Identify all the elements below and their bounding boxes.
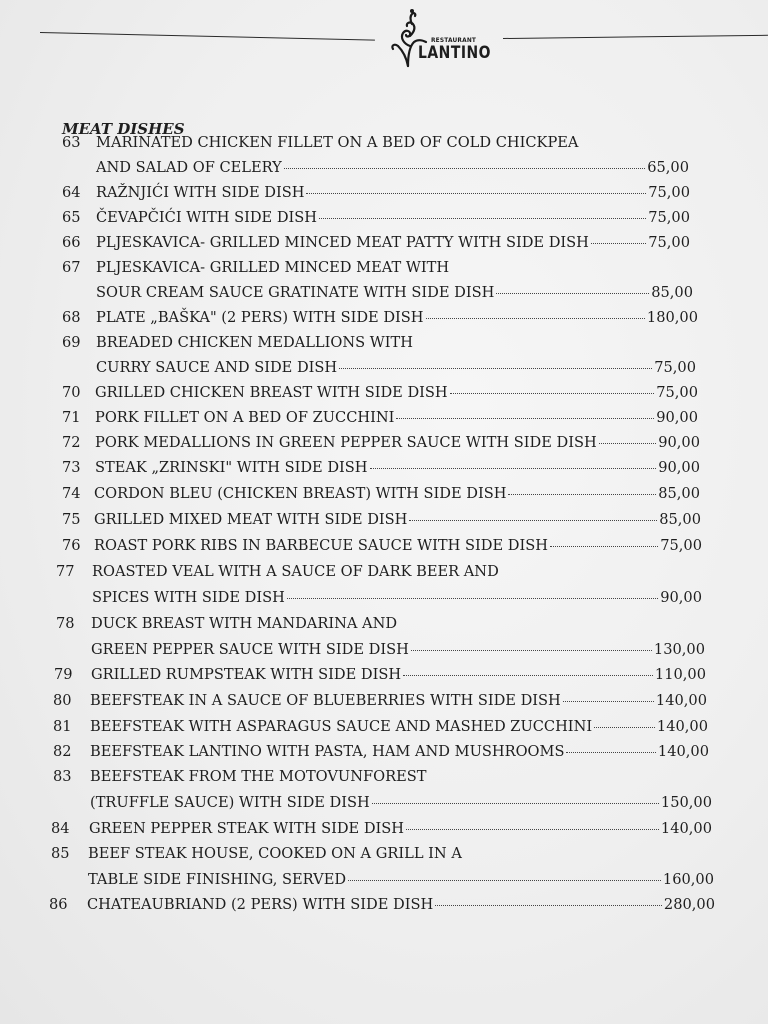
item-price: 85,00 — [658, 485, 700, 502]
item-price: 280,00 — [663, 896, 715, 913]
item-number: 63 — [62, 134, 81, 151]
menu-item-line — [0, 257, 768, 279]
item-name: PLJESKAVICA- GRILLED MINCED MEAT WITH — [96, 259, 450, 276]
item-number: 76 — [62, 537, 81, 554]
menu-item-line — [0, 157, 768, 179]
item-number: 75 — [62, 511, 81, 528]
dot-leader — [411, 650, 652, 651]
item-number: 81 — [53, 718, 72, 735]
item-number: 79 — [54, 666, 73, 683]
item-price: 75,00 — [648, 184, 690, 201]
dot-leader — [409, 520, 657, 521]
logo-restaurant-label: RESTAURANT — [431, 36, 477, 44]
item-price: 160,00 — [662, 871, 714, 888]
dot-leader — [599, 443, 657, 444]
menu-item-line — [0, 132, 768, 154]
item-number: 68 — [62, 309, 81, 326]
menu-item-line — [0, 639, 768, 661]
dot-leader — [306, 193, 646, 194]
item-name: ČEVAPČIĆI WITH SIDE DISH — [96, 209, 318, 226]
menu-item-line — [0, 382, 768, 404]
dot-leader — [372, 803, 659, 804]
dot-leader — [426, 318, 645, 319]
item-price: 140,00 — [655, 692, 707, 709]
item-price: 110,00 — [654, 666, 706, 683]
menu-item-line — [0, 432, 768, 454]
menu-item-line — [0, 332, 768, 354]
item-number: 86 — [49, 896, 68, 913]
item-number: 67 — [62, 259, 81, 276]
item-number: 72 — [62, 434, 81, 451]
dot-leader — [339, 368, 652, 369]
item-name: AND SALAD OF CELERY — [96, 159, 282, 176]
item-name: CURRY SAUCE AND SIDE DISH — [96, 359, 338, 376]
menu-item-line — [0, 509, 768, 531]
item-price: 75,00 — [660, 537, 702, 554]
item-number: 74 — [62, 485, 81, 502]
restaurant-logo — [388, 6, 498, 68]
item-price: 75,00 — [648, 234, 690, 251]
menu-item-line — [0, 894, 768, 916]
item-price: 90,00 — [656, 409, 698, 426]
dot-leader — [563, 701, 654, 702]
menu-item-line — [0, 483, 768, 505]
menu-item-line — [0, 843, 768, 865]
menu-item-line — [0, 869, 768, 891]
menu-header — [0, 0, 768, 80]
item-price: 140,00 — [660, 820, 712, 837]
item-name: BEEFSTEAK FROM THE MOTOVUNFOREST — [90, 768, 427, 785]
item-name: GRILLED RUMPSTEAK WITH SIDE DISH — [91, 666, 402, 683]
item-price: 85,00 — [659, 511, 701, 528]
menu-item-line — [0, 690, 768, 712]
item-name: BEEF STEAK HOUSE, COOKED ON A GRILL IN A — [88, 845, 462, 862]
menu-item-line — [0, 587, 768, 609]
item-name: BEEFSTEAK LANTINO WITH PASTA, HAM AND MUSHROOMS — [90, 743, 565, 760]
item-number: 64 — [62, 184, 81, 201]
dot-leader — [403, 675, 653, 676]
dot-leader — [319, 218, 646, 219]
dot-leader — [594, 727, 655, 728]
dot-leader — [566, 752, 655, 753]
item-price: 65,00 — [647, 159, 689, 176]
item-price: 85,00 — [651, 284, 693, 301]
menu-item-line — [0, 561, 768, 583]
menu-item-line — [0, 457, 768, 479]
dot-leader — [435, 905, 662, 906]
menu-item-line — [0, 357, 768, 379]
item-name: ROAST PORK RIBS IN BARBECUE SAUCE WITH SIDE DISH — [94, 537, 548, 554]
item-price: 140,00 — [657, 743, 709, 760]
item-number: 77 — [56, 563, 75, 580]
item-number: 73 — [62, 459, 81, 476]
item-price: 180,00 — [646, 309, 698, 326]
menu-item-line — [0, 307, 768, 329]
item-number: 65 — [62, 209, 81, 226]
item-name: SOUR CREAM SAUCE GRATINATE WITH SIDE DISH — [96, 284, 495, 301]
item-name: MARINATED CHICKEN FILLET ON A BED OF COLD CHICKPEA — [96, 134, 579, 151]
item-number: 78 — [56, 615, 75, 632]
dot-leader — [591, 243, 646, 244]
item-number: 69 — [62, 334, 81, 351]
menu-item-line — [0, 407, 768, 429]
dot-leader — [406, 829, 659, 830]
header-rule-left — [40, 32, 375, 41]
item-name: CHATEAUBRIAND (2 PERS) WITH SIDE DISH — [87, 896, 434, 913]
item-price: 90,00 — [658, 434, 700, 451]
menu-item-line — [0, 766, 768, 788]
item-name: ROASTED VEAL WITH A SAUCE OF DARK BEER AND — [92, 563, 499, 580]
item-name: RAŽNJIĆI WITH SIDE DISH — [96, 184, 305, 201]
dot-leader — [396, 418, 654, 419]
dot-leader — [450, 393, 655, 394]
item-price: 90,00 — [660, 589, 702, 606]
item-price: 150,00 — [660, 794, 712, 811]
item-name: STEAK „ZRINSKI" WITH SIDE DISH — [95, 459, 368, 476]
item-name: DUCK BREAST WITH MANDARINA AND — [91, 615, 398, 632]
item-number: 85 — [51, 845, 70, 862]
item-name: BEEFSTEAK IN A SAUCE OF BLUEBERRIES WITH SIDE DISH — [90, 692, 561, 709]
item-number: 71 — [62, 409, 81, 426]
dot-leader — [370, 468, 657, 469]
item-name: TABLE SIDE FINISHING, SERVED — [88, 871, 347, 888]
item-name: PORK MEDALLIONS IN GREEN PEPPER SAUCE WITH SIDE DISH — [95, 434, 597, 451]
item-name: PLATE „BAŠKA" (2 PERS) WITH SIDE DISH — [96, 309, 424, 326]
item-price: 140,00 — [656, 718, 708, 735]
item-price: 90,00 — [658, 459, 700, 476]
item-number: 70 — [62, 384, 81, 401]
section-title: MEAT DISHES — [62, 120, 185, 138]
dot-leader — [348, 880, 661, 881]
item-name: PORK FILLET ON A BED OF ZUCCHINI — [95, 409, 395, 426]
item-name: GRILLED CHICKEN BREAST WITH SIDE DISH — [95, 384, 448, 401]
item-number: 66 — [62, 234, 81, 251]
dot-leader — [550, 546, 658, 547]
item-number: 83 — [53, 768, 72, 785]
menu-item-line — [0, 232, 768, 254]
dot-leader — [496, 293, 649, 294]
item-name: GREEN PEPPER STEAK WITH SIDE DISH — [89, 820, 405, 837]
menu-item-line — [0, 613, 768, 635]
item-price: 75,00 — [654, 359, 696, 376]
item-price: 130,00 — [653, 641, 705, 658]
item-price: 75,00 — [656, 384, 698, 401]
dot-leader — [284, 168, 645, 169]
logo-name: LANTINO — [418, 43, 492, 63]
dot-leader — [287, 598, 658, 599]
menu-item-line — [0, 716, 768, 738]
item-number: 84 — [51, 820, 70, 837]
item-name: (TRUFFLE SAUCE) WITH SIDE DISH — [90, 794, 370, 811]
item-name: GRILLED MIXED MEAT WITH SIDE DISH — [94, 511, 408, 528]
item-name: BREADED CHICKEN MEDALLIONS WITH — [96, 334, 413, 351]
item-name: CORDON BLEU (CHICKEN BREAST) WITH SIDE DISH — [94, 485, 507, 502]
menu-item-line — [0, 282, 768, 304]
menu-item-line — [0, 818, 768, 840]
menu-item-line — [0, 792, 768, 814]
item-name: GREEN PEPPER SAUCE WITH SIDE DISH — [91, 641, 409, 658]
menu-item-line — [0, 741, 768, 763]
item-number: 80 — [53, 692, 72, 709]
menu-item-line — [0, 182, 768, 204]
menu-item-line — [0, 535, 768, 557]
item-number: 82 — [53, 743, 72, 760]
item-name: BEEFSTEAK WITH ASPARAGUS SAUCE AND MASHED ZUCCHINI — [90, 718, 593, 735]
item-name: SPICES WITH SIDE DISH — [92, 589, 285, 606]
menu-item-line — [0, 207, 768, 229]
menu-item-line — [0, 664, 768, 686]
header-rule-right — [503, 35, 768, 39]
item-price: 75,00 — [648, 209, 690, 226]
dot-leader — [508, 494, 656, 495]
item-name: PLJESKAVICA- GRILLED MINCED MEAT PATTY WITH SIDE DISH — [96, 234, 589, 251]
